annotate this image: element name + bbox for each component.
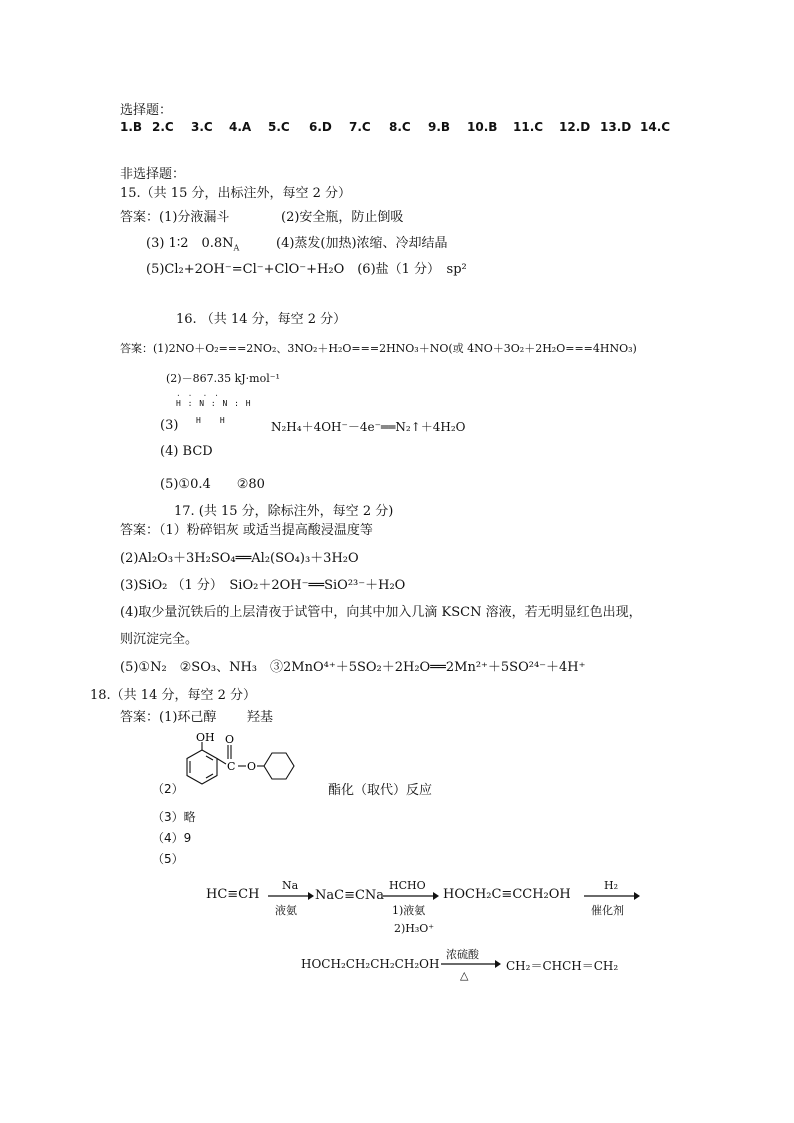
- q16-answer-3-label: (3): [160, 418, 179, 433]
- q15-answer-5-6: (5)Cl₂+2OH⁻=Cl⁻+ClO⁻+H₂O (6)盐（1 分） sp²: [146, 262, 467, 277]
- mc-answer: 12.D: [559, 120, 591, 134]
- q17-answer-3: (3)SiO₂ （1 分） SiO₂＋2OH⁻══SiO²³⁻＋H₂O: [120, 578, 406, 593]
- scheme-arrow-1: [268, 891, 314, 901]
- q16-answer-3-equation: N₂H₄＋4OH⁻－4e⁻══N₂↑＋4H₂O: [271, 420, 466, 434]
- q15-answer-3: (3) 1∶2 $0.8N_A$: [146, 236, 240, 253]
- mc-answer: 1.B: [120, 120, 143, 134]
- choice-heading: 选择题：: [120, 103, 173, 118]
- scheme-butanediol: HOCH₂CH₂CH₂CH₂OH: [301, 957, 440, 971]
- mc-answer: 9.B: [428, 120, 451, 134]
- q18-answer-4: （4）9: [152, 831, 192, 845]
- mc-answer: 7.C: [349, 120, 371, 134]
- scheme-condition-step1: 1)液氨: [392, 904, 426, 917]
- mc-answer: 4.A: [229, 120, 252, 134]
- scheme-butadiene: CH₂＝CHCH＝CH₂: [506, 959, 619, 973]
- carbon-label: C: [227, 760, 236, 773]
- q17-answer-2: (2)Al₂O₃＋3H₂SO₄══Al₂(SO₄)₃＋3H₂O: [120, 551, 359, 566]
- scheme-arrow-4: [441, 959, 501, 969]
- mc-answer: 2.C: [152, 120, 174, 134]
- scheme-arrow-2: [383, 891, 439, 901]
- mc-answer: 5.C: [268, 120, 290, 134]
- q17-answer-1: 答案：（1）粉碎铝灰 或适当提高酸浸温度等: [120, 523, 373, 538]
- q18-answer-2-text: 酯化（取代）反应: [328, 783, 433, 798]
- cyclohexyl-salicylate-structure: [180, 730, 310, 792]
- q16-answer-5: (5)①0.4 ②80: [160, 477, 265, 492]
- q17-header: 17. (共 15 分，除标注外，每空 2 分): [174, 504, 394, 519]
- q18-answer-3: （3）略: [152, 810, 196, 824]
- hydrazine-lewis-h: H H: [196, 416, 226, 425]
- carbonyl-o-label: O: [225, 733, 235, 746]
- q15-answer-1: 答案：(1)分液漏斗: [120, 210, 230, 225]
- lewis-dots: · · · ·: [176, 391, 220, 400]
- scheme-acetylene: HC≡CH: [206, 887, 260, 902]
- mc-answer: 3.C: [191, 120, 213, 134]
- q18-answer-1: 答案：(1)环己醇: [120, 710, 217, 725]
- nonchoice-heading: 非选择题：: [120, 167, 186, 182]
- q18-answer-1b: 羟基: [247, 710, 274, 725]
- scheme-arrow-3: [584, 891, 640, 901]
- scheme-sodium-acetylide: NaC≡CNa: [315, 888, 385, 903]
- q17-answer-4-cont: 则沉淀完全。: [120, 632, 199, 647]
- mc-answer: 10.B: [467, 120, 498, 134]
- mc-answer: 11.C: [513, 120, 544, 134]
- scheme-reagent-na: Na: [282, 879, 299, 892]
- q15-answer-2: (2)安全瓶，防止倒吸: [281, 210, 404, 225]
- q15-header: 15.（共 15 分，出标注外，每空 2 分）: [120, 186, 352, 201]
- mc-answer: 13.D: [600, 120, 632, 134]
- scheme-condition-catalyst: 催化剂: [591, 904, 624, 917]
- scheme-condition-step2: 2)H₃O⁺: [394, 922, 435, 935]
- q18-answer-2-label: （2）: [152, 782, 184, 796]
- scheme-reagent-conc-sulfuric-acid: 浓硫酸: [446, 948, 479, 961]
- q17-answer-4: (4)取少量沉铁后的上层清夜于试管中，向其中加入几滴 KSCN 溶液，若无明显红色出现，: [120, 605, 642, 620]
- scheme-reagent-h2: H₂: [604, 879, 619, 892]
- q16-answer-1: 答案：(1)2NO＋O₂===2NO₂、3NO₂＋H₂O===2HNO₃＋NO(或 4NO＋3O₂＋2H₂O===4HNO₃): [120, 342, 637, 355]
- q16-answer-4: (4) BCD: [160, 444, 213, 459]
- scheme-condition-heat: △: [460, 969, 469, 982]
- scheme-butynediol: HOCH₂C≡CCH₂OH: [443, 887, 571, 902]
- mc-answer: 8.C: [389, 120, 411, 134]
- q18-header: 18.（共 14 分，每空 2 分）: [90, 688, 257, 703]
- q18-answer-5: （5）: [152, 852, 184, 866]
- hydrazine-lewis-structure: H : N : N : H: [176, 399, 252, 408]
- mc-answer: 6.D: [309, 120, 332, 134]
- q17-answer-5: (5)①N₂ ②SO₃、NH₃ ③2MnO⁴⁺＋5SO₂＋2H₂O══2Mn²⁺＋5SO²⁴⁻＋4H⁺: [120, 660, 586, 675]
- ester-o-label: O: [247, 760, 257, 773]
- q15-answer-4: (4)蒸发(加热)浓缩、冷却结晶: [276, 236, 448, 251]
- scheme-condition-liquid-ammonia: 液氨: [275, 904, 297, 917]
- q16-answer-2: (2)－867.35 kJ·mol⁻¹: [166, 372, 280, 385]
- scheme-reagent-hcho: HCHO: [389, 879, 426, 892]
- q16-header: 16. （共 14 分，每空 2 分）: [176, 312, 347, 327]
- mc-answer: 14.C: [640, 120, 671, 134]
- oh-label: OH: [196, 731, 215, 744]
